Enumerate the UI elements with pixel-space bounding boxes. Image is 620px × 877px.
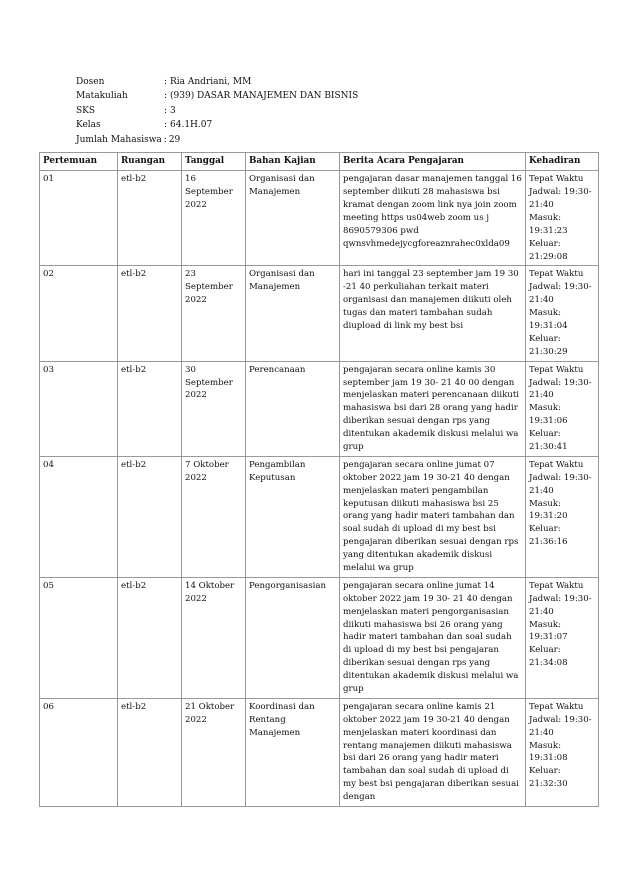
header-pertemuan: Pertemuan xyxy=(40,153,118,171)
info-dosen xyxy=(76,75,358,90)
cell-tanggal: 30 September 2022 xyxy=(182,361,246,456)
cell-ruangan: etl-b2 xyxy=(118,698,182,806)
info-label: Dosen xyxy=(76,76,105,87)
info-sks xyxy=(76,104,358,119)
cell-tanggal: 7 Oktober 2022 xyxy=(182,456,246,577)
kehadiran-keluar: Keluar: 21:29:08 xyxy=(529,238,568,262)
kehadiran-status: Tepat Waktu xyxy=(529,701,584,712)
info-separator: : xyxy=(163,134,167,145)
info-separator: : xyxy=(164,105,168,116)
table-row xyxy=(40,171,599,266)
cell-berita-acara: hari ini tanggal 23 september jam 19 30 -21 40 perkuliahan terkait materi organisasi dan manajemen diikuti oleh tugas dan materi tambahan sudah diupload di link my best bsi xyxy=(340,266,526,361)
cell-ruangan: etl-b2 xyxy=(118,361,182,456)
cell-berita-acara: pengajaran secara online kamis 30 september jam 19 30- 21 40 00 dengan menjelaskan materi perencanaan diikuti mahasiswa bsi dari 28 orang yang hadir diberikan sesuai dengan rps yang ditentukan akademik diskusi melalui wa grup xyxy=(340,361,526,456)
cell-berita-acara: pengajaran secara online jumat 14 oktober 2022 jam 19 30- 21 40 dengan menjelaskan materi pengorganisasian diikuti mahasiswa bsi 26 orang yang hadir materi tambahan dan soal sudah di upload di my best bsi pengajaran diberikan sesuai dengan rps yang ditentukan akademik diskusi melalui wa grup xyxy=(340,577,526,698)
kehadiran-status: Tepat Waktu xyxy=(529,174,584,185)
cell-ruangan: etl-b2 xyxy=(118,456,182,577)
cell-tanggal: 21 Oktober 2022 xyxy=(182,698,246,806)
kehadiran-jadwal: Jadwal: 19:30-21:40 xyxy=(529,187,592,210)
kehadiran-masuk: Masuk: 19:31:07 xyxy=(529,619,568,643)
info-value: Ria Andriani, MM xyxy=(170,76,252,87)
cell-bahan-kajian: Pengorganisasian xyxy=(246,577,340,698)
info-value: 3 xyxy=(170,105,176,116)
info-separator: : xyxy=(164,120,168,130)
cell-pertemuan: 02 xyxy=(40,266,118,361)
table-row xyxy=(40,361,599,456)
info-separator: : xyxy=(164,91,168,101)
cell-ruangan: etl-b2 xyxy=(118,266,182,361)
table-header-row xyxy=(40,153,599,171)
header-bahan-kajian: Bahan Kajian xyxy=(246,153,340,171)
kehadiran-status: Tepat Waktu xyxy=(529,459,584,470)
cell-kehadiran xyxy=(526,698,599,806)
cell-ruangan: etl-b2 xyxy=(118,577,182,698)
kehadiran-masuk: Masuk: 19:31:06 xyxy=(529,403,568,427)
info-label: SKS xyxy=(76,105,96,116)
kehadiran-jadwal: Jadwal: 19:30-21:40 xyxy=(529,377,592,401)
kehadiran-jadwal: Jadwal: 19:30-21:40 xyxy=(529,472,592,496)
kehadiran-masuk: Masuk: 19:31:23 xyxy=(529,212,568,236)
cell-kehadiran xyxy=(526,171,599,266)
kehadiran-masuk: Masuk: 19:31:20 xyxy=(529,498,568,522)
kehadiran-keluar: Keluar: 21:34:08 xyxy=(529,645,568,669)
cell-pertemuan: 06 xyxy=(40,698,118,806)
cell-kehadiran xyxy=(526,266,599,361)
cell-bahan-kajian: Organisasi dan Manajemen xyxy=(246,266,340,361)
cell-tanggal: 14 Oktober 2022 xyxy=(182,577,246,698)
header-ruangan: Ruangan xyxy=(118,153,182,171)
kehadiran-keluar: Keluar: 21:32:30 xyxy=(529,766,568,790)
info-jumlah-mahasiswa xyxy=(76,133,358,148)
cell-bahan-kajian: Koordinasi dan Rentang Manajemen xyxy=(246,698,340,806)
header-berita-acara: Berita Acara Pengajaran xyxy=(340,153,526,171)
table-row xyxy=(40,456,599,577)
kehadiran-masuk: Masuk: 19:31:08 xyxy=(529,740,568,764)
header-tanggal: Tanggal xyxy=(182,153,246,171)
kehadiran-status: Tepat Waktu xyxy=(529,364,584,375)
cell-pertemuan: 03 xyxy=(40,361,118,456)
kehadiran-keluar: Keluar: 21:30:41 xyxy=(529,429,568,452)
kehadiran-keluar: Keluar: 21:36:16 xyxy=(529,524,568,548)
info-separator: : xyxy=(164,76,168,87)
header-kehadiran: Kehadiran xyxy=(526,153,599,171)
cell-bahan-kajian: Organisasi dan Manajemen xyxy=(246,171,340,266)
cell-kehadiran xyxy=(526,361,599,456)
info-kelas xyxy=(76,119,358,134)
table-row xyxy=(40,266,599,361)
cell-ruangan: etl-b2 xyxy=(118,171,182,266)
cell-kehadiran xyxy=(526,456,599,577)
kehadiran-keluar: Keluar: 21:30:29 xyxy=(529,333,568,357)
info-label: Jumlah Mahasiswa xyxy=(76,134,162,145)
cell-bahan-kajian: Pengambilan Keputusan xyxy=(246,456,340,577)
cell-pertemuan: 01 xyxy=(40,171,118,266)
cell-berita-acara: pengajaran dasar manajemen tanggal 16 september diikuti 28 mahasiswa bsi kramat dengan zoom link nya join zoom meeting https us04web zoom us j 8690579306 pwd qwnsvhmedejycgforeaznrahec0xlda09 xyxy=(340,171,526,266)
kehadiran-status: Tepat Waktu xyxy=(529,580,584,591)
info-value: 29 xyxy=(168,134,181,145)
table-row xyxy=(40,577,599,698)
kehadiran-jadwal: Jadwal: 19:30-21:40 xyxy=(529,714,592,738)
kehadiran-masuk: Masuk: 19:31:04 xyxy=(529,308,568,331)
kehadiran-jadwal: Jadwal: 19:30-21:40 xyxy=(529,282,592,306)
cell-bahan-kajian: Perencanaan xyxy=(246,361,340,456)
cell-tanggal: 23 September 2022 xyxy=(182,266,246,361)
cell-berita-acara: pengajaran secara online jumat 07 oktober 2022 jam 19 30-21 40 dengan menjelaskan materi pengambilan keputusan diikuti mahasiswa bsi 25 orang yang hadir materi tambahan dan soal sudah di upload di my best bsi pengajaran diberikan sesuai dengan rps yang ditentukan akademik diskusi melalui wa grup xyxy=(340,456,526,577)
attendance-table xyxy=(39,152,599,807)
course-info xyxy=(76,75,358,148)
cell-berita-acara: pengajaran secara online kamis 21 oktober 2022 jam 19 30-21 40 dengan menjelaskan materi koordinasi dan rentang manajemen diikuti mahasiswa bsi dari 26 orang yang hadir materi tambahan dan soal sudah di upload di my best bsi pengajaran diberikan sesuai dengan xyxy=(340,698,526,806)
info-label: Matakuliah xyxy=(76,91,128,101)
kehadiran-jadwal: Jadwal: 19:30-21:40 xyxy=(529,593,592,617)
info-label: Kelas xyxy=(76,120,101,130)
info-value: 64.1H.07 xyxy=(170,120,213,130)
cell-pertemuan: 04 xyxy=(40,456,118,577)
cell-pertemuan: 05 xyxy=(40,577,118,698)
table-row xyxy=(40,698,599,806)
kehadiran-status: Tepat Waktu xyxy=(529,269,584,280)
cell-tanggal: 16 September 2022 xyxy=(182,171,246,266)
cell-kehadiran xyxy=(526,577,599,698)
info-value: (939) DASAR MANAJEMEN DAN BISNIS xyxy=(170,91,359,101)
info-matakuliah xyxy=(76,90,358,105)
